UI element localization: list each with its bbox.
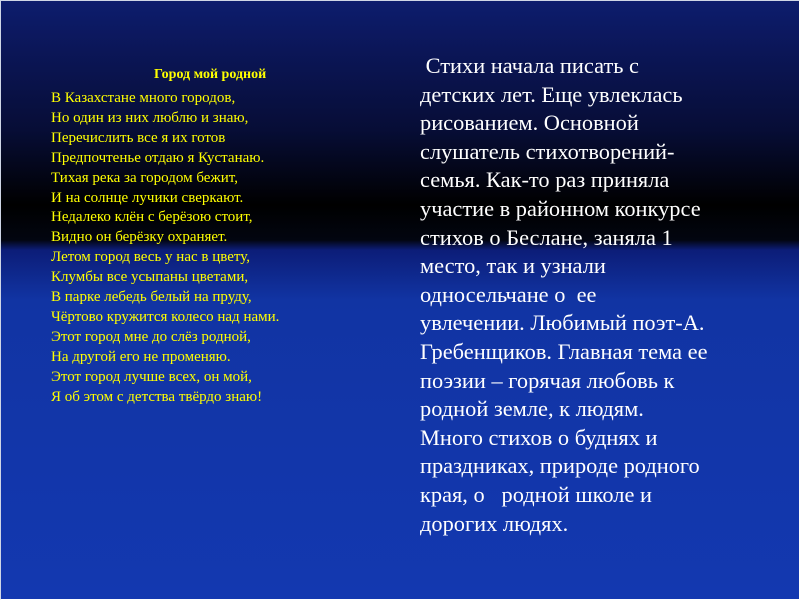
bio-line: увлечении. Любимый поэт-А. [420,310,705,336]
bio-line: рисованием. Основной [420,110,639,136]
bio-line: поэзии – горячая любовь к [420,367,675,393]
bio-line: место, так и узнали [420,253,606,279]
poem-title: Город мой родной [154,67,267,82]
bio-line: края, о родной школе и [420,481,652,507]
bio-line: Много стихов о буднях и [420,424,658,450]
poem-line: Предпочтенье отдаю я Кустанаю. [51,149,265,166]
poem-line: В парке лебедь белый на пруду, [51,289,252,306]
poem-line: Перечислить все я их готов [51,129,226,146]
bio-line: дорогих людях. [420,510,569,536]
biography-text [420,52,790,538]
bio-line: детских лет. Еще увлеклась [420,81,683,107]
poem-line: Недалеко клён с берёзою стоит, [51,209,253,226]
bio-line: семья. Как-то раз приняла [420,167,670,193]
poem-line: В Казахстане много городов, [51,90,236,106]
poem-line: Тихая река за городом бежит, [51,169,238,186]
poem-line: Клумбы все усыпаны цветами, [51,269,249,286]
poem-line: Этот город лучше всех, он мой, [51,368,252,385]
bio-line: Стихи начала писать с [420,53,639,78]
bio-line: родной земле, к людям. [420,396,644,422]
poem-line: И на солнце лучики сверкают. [51,189,244,206]
poem-line: Видно он берёзку охраняет. [51,229,228,246]
bio-line: участие в районном конкурсе [420,195,701,221]
bio-line: слушатель стихотворений- [420,138,675,164]
bio-line: стихов о Беслане, заняла 1 [420,224,673,250]
poem-line: Летом город весь у нас в цвету, [51,249,251,266]
poem-line: Чёртово кружится колесо над нами. [51,308,280,325]
poem-block [51,64,381,408]
poem-line: Этот город мне до слёз родной, [51,328,251,345]
poem-line: Но один из них люблю и знаю, [51,109,249,126]
bio-line: праздниках, природе родного [420,453,700,479]
bio-line: Гребенщиков. Главная тема ее [420,338,708,364]
poem-line: На другой его не променяю. [51,348,231,365]
poem-line: Я об этом с детства твёрдо знаю! [51,388,263,405]
bio-line: односельчане о ее [420,281,597,307]
